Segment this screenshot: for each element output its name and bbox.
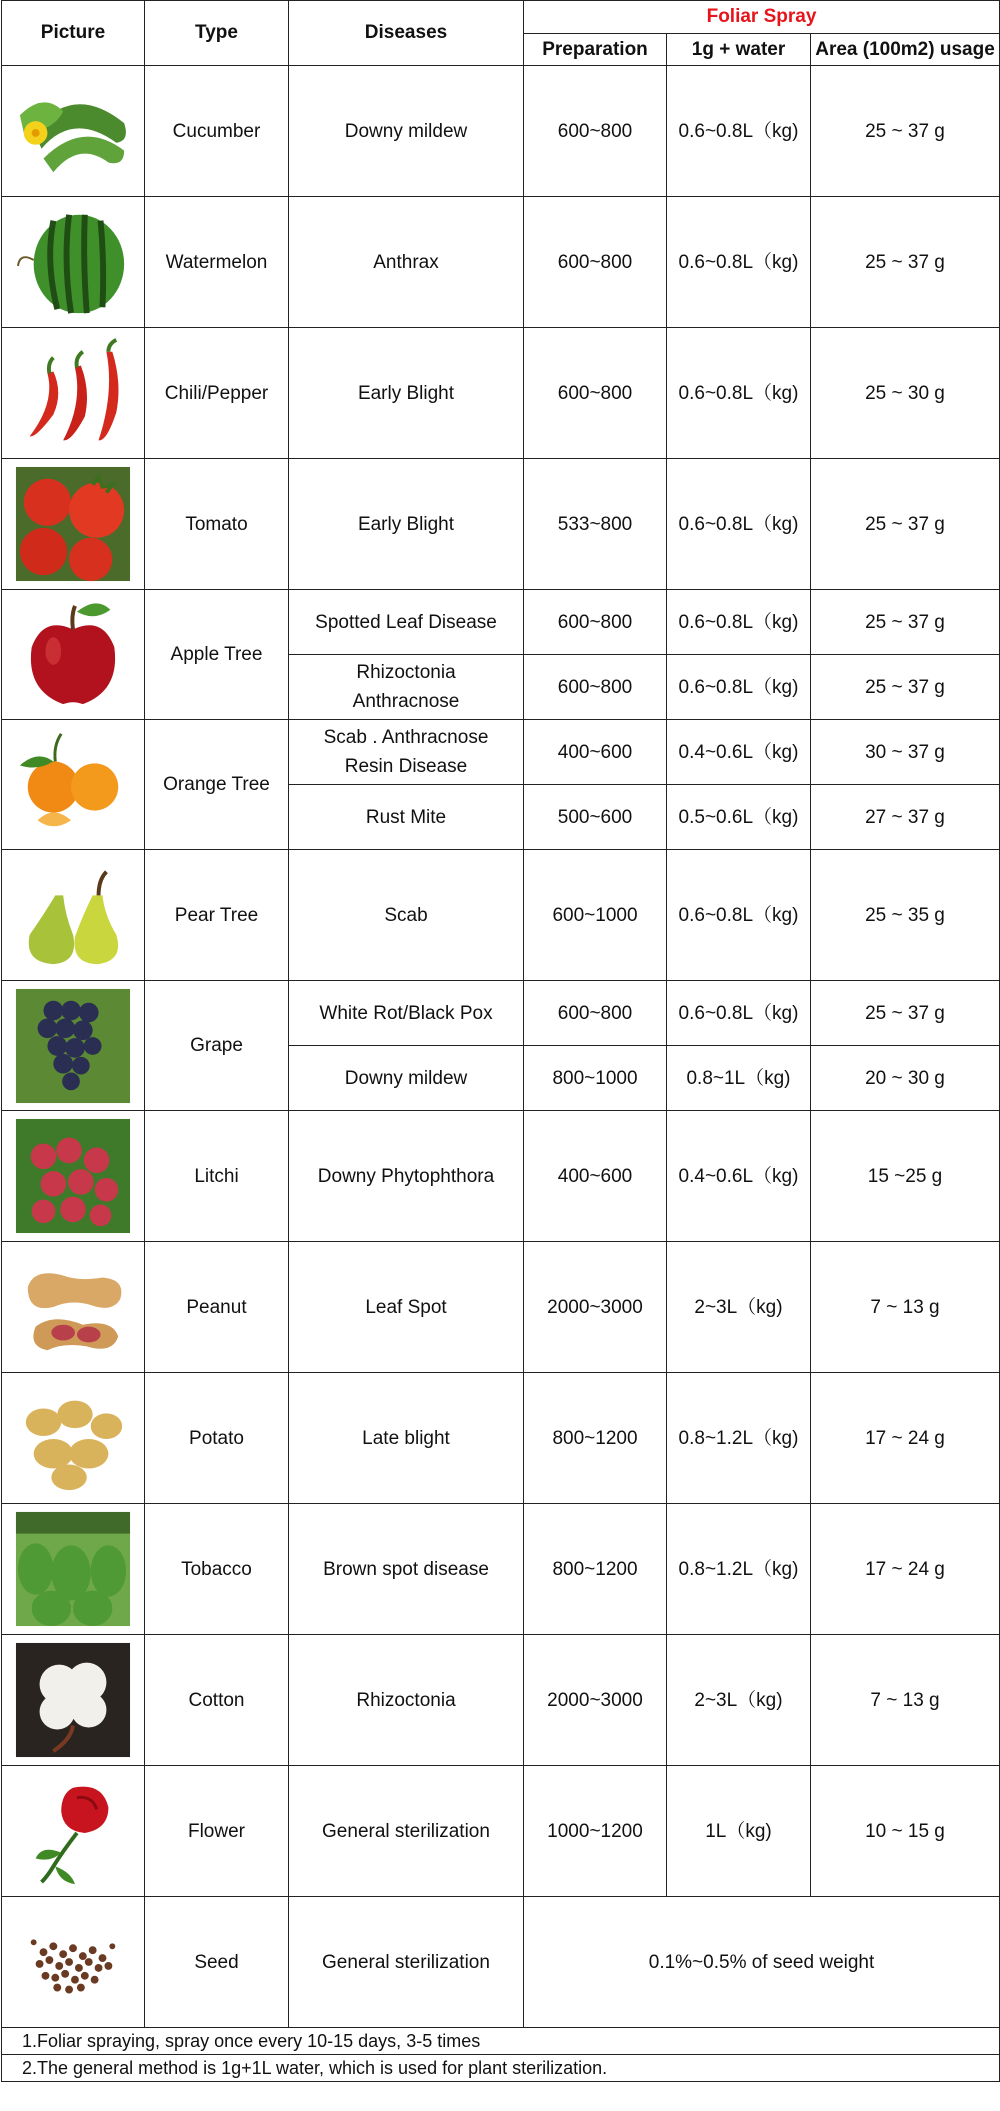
potato-icon	[14, 1379, 132, 1497]
preparation-cell: 2000~3000	[524, 1635, 667, 1766]
header-preparation: Preparation	[524, 34, 667, 66]
flower-icon	[14, 1772, 132, 1890]
disease-cell: Rust Mite	[289, 785, 524, 850]
disease-cell: Rhizoctonia Anthracnose	[289, 655, 524, 720]
water-cell: 0.6~0.8L（kg)	[667, 850, 811, 981]
table-row	[2, 720, 1000, 785]
area-cell: 7 ~ 13 g	[811, 1635, 1000, 1766]
disease-cell: General sterilization	[289, 1766, 524, 1897]
area-cell: 25 ~ 37 g	[811, 590, 1000, 655]
disease-cell: Scab . Anthracnose Resin Disease	[289, 720, 524, 785]
preparation-cell: 800~1200	[524, 1373, 667, 1504]
water-cell: 2~3L（kg)	[667, 1242, 811, 1373]
area-cell: 25 ~ 37 g	[811, 655, 1000, 720]
preparation-cell: 600~800	[524, 981, 667, 1046]
preparation-cell: 500~600	[524, 785, 667, 850]
table-row	[2, 1635, 1000, 1766]
table-row	[2, 1504, 1000, 1635]
table-row	[2, 1111, 1000, 1242]
seed-usage-cell: 0.1%~0.5% of seed weight	[524, 1897, 1000, 2028]
area-cell: 17 ~ 24 g	[811, 1504, 1000, 1635]
table-row	[2, 1373, 1000, 1504]
preparation-cell: 600~800	[524, 328, 667, 459]
area-cell: 25 ~ 37 g	[811, 66, 1000, 197]
table-row	[2, 66, 1000, 197]
type-cell: Orange Tree	[145, 720, 289, 850]
area-cell: 25 ~ 35 g	[811, 850, 1000, 981]
water-cell: 1L（kg)	[667, 1766, 811, 1897]
disease-cell: Rhizoctonia	[289, 1635, 524, 1766]
type-cell: Chili/Pepper	[145, 328, 289, 459]
type-cell: Tomato	[145, 459, 289, 590]
type-cell: Tobacco	[145, 1504, 289, 1635]
header-area: Area (100m2) usage	[811, 34, 1000, 66]
preparation-cell: 600~1000	[524, 850, 667, 981]
table-row	[2, 328, 1000, 459]
disease-cell: White Rot/Black Pox	[289, 981, 524, 1046]
disease-cell: Leaf Spot	[289, 1242, 524, 1373]
disease-cell: Anthrax	[289, 197, 524, 328]
header-water: 1g + water	[667, 34, 811, 66]
seed-icon	[14, 1903, 132, 2021]
tobacco-icon	[14, 1510, 132, 1628]
tobacco-picture	[2, 1504, 145, 1635]
water-cell: 0.5~0.6L（kg)	[667, 785, 811, 850]
disease-cell: Downy Phytophthora	[289, 1111, 524, 1242]
header-foliar-spray: Foliar Spray	[524, 1, 1000, 34]
preparation-cell: 800~1000	[524, 1046, 667, 1111]
type-cell: Watermelon	[145, 197, 289, 328]
preparation-cell: 800~1200	[524, 1504, 667, 1635]
area-cell: 10 ~ 15 g	[811, 1766, 1000, 1897]
preparation-cell: 2000~3000	[524, 1242, 667, 1373]
type-cell: Potato	[145, 1373, 289, 1504]
area-cell: 17 ~ 24 g	[811, 1373, 1000, 1504]
preparation-cell: 400~600	[524, 1111, 667, 1242]
disease-cell: Early Blight	[289, 459, 524, 590]
watermelon-icon	[14, 203, 132, 321]
disease-cell: Spotted Leaf Disease	[289, 590, 524, 655]
disease-cell: Downy mildew	[289, 66, 524, 197]
type-cell: Pear Tree	[145, 850, 289, 981]
apple-icon	[14, 596, 132, 714]
water-cell: 0.6~0.8L（kg)	[667, 197, 811, 328]
area-cell: 20 ~ 30 g	[811, 1046, 1000, 1111]
table-row	[2, 1766, 1000, 1897]
type-cell: Apple Tree	[145, 590, 289, 720]
table-row	[2, 197, 1000, 328]
litchi-picture	[2, 1111, 145, 1242]
area-cell: 25 ~ 37 g	[811, 459, 1000, 590]
grape-picture	[2, 981, 145, 1111]
area-cell: 25 ~ 37 g	[811, 981, 1000, 1046]
watermelon-picture	[2, 197, 145, 328]
peanut-picture	[2, 1242, 145, 1373]
preparation-cell: 600~800	[524, 655, 667, 720]
header-type: Type	[145, 1, 289, 66]
header-picture: Picture	[2, 1, 145, 66]
apple-picture	[2, 590, 145, 720]
water-cell: 0.6~0.8L（kg)	[667, 66, 811, 197]
water-cell: 0.4~0.6L（kg)	[667, 720, 811, 785]
flower-picture	[2, 1766, 145, 1897]
water-cell: 0.6~0.8L（kg)	[667, 655, 811, 720]
cotton-picture	[2, 1635, 145, 1766]
table-row	[2, 1242, 1000, 1373]
type-cell: Flower	[145, 1766, 289, 1897]
grape-icon	[14, 987, 132, 1105]
note-row	[2, 2055, 1000, 2082]
dosage-table	[1, 0, 1000, 2082]
table-row	[2, 850, 1000, 981]
note-1: 1.Foliar spraying, spray once every 10-15 days, 3-5 times	[2, 2028, 1000, 2055]
orange-icon	[14, 726, 132, 844]
type-cell: Litchi	[145, 1111, 289, 1242]
type-cell: Grape	[145, 981, 289, 1111]
seed-picture	[2, 1897, 145, 2028]
area-cell: 15 ~25 g	[811, 1111, 1000, 1242]
cucumber-picture	[2, 66, 145, 197]
preparation-cell: 400~600	[524, 720, 667, 785]
preparation-cell: 600~800	[524, 197, 667, 328]
table-row	[2, 981, 1000, 1046]
type-cell: Cotton	[145, 1635, 289, 1766]
disease-cell: Brown spot disease	[289, 1504, 524, 1635]
area-cell: 25 ~ 37 g	[811, 197, 1000, 328]
disease-cell: Late blight	[289, 1373, 524, 1504]
water-cell: 0.6~0.8L（kg)	[667, 459, 811, 590]
pear-picture	[2, 850, 145, 981]
water-cell: 0.4~0.6L（kg)	[667, 1111, 811, 1242]
disease-cell: Scab	[289, 850, 524, 981]
type-cell: Seed	[145, 1897, 289, 2028]
type-cell: Cucumber	[145, 66, 289, 197]
cotton-icon	[14, 1641, 132, 1759]
cucumber-icon	[14, 72, 132, 190]
table-row	[2, 1897, 1000, 2028]
area-cell: 25 ~ 30 g	[811, 328, 1000, 459]
tomato-icon	[14, 465, 132, 583]
area-cell: 7 ~ 13 g	[811, 1242, 1000, 1373]
pear-icon	[14, 856, 132, 974]
preparation-cell: 600~800	[524, 590, 667, 655]
preparation-cell: 533~800	[524, 459, 667, 590]
header-diseases: Diseases	[289, 1, 524, 66]
area-cell: 27 ~ 37 g	[811, 785, 1000, 850]
chili-icon	[14, 334, 132, 452]
water-cell: 0.6~0.8L（kg)	[667, 328, 811, 459]
preparation-cell: 1000~1200	[524, 1766, 667, 1897]
water-cell: 2~3L（kg)	[667, 1635, 811, 1766]
peanut-icon	[14, 1248, 132, 1366]
note-2: 2.The general method is 1g+1L water, which is used for plant sterilization.	[2, 2055, 1000, 2082]
water-cell: 0.8~1L（kg)	[667, 1046, 811, 1111]
water-cell: 0.6~0.8L（kg)	[667, 981, 811, 1046]
type-cell: Peanut	[145, 1242, 289, 1373]
water-cell: 0.8~1.2L（kg)	[667, 1373, 811, 1504]
tomato-picture	[2, 459, 145, 590]
area-cell: 30 ~ 37 g	[811, 720, 1000, 785]
disease-cell: Early Blight	[289, 328, 524, 459]
chili-picture	[2, 328, 145, 459]
disease-cell: Downy mildew	[289, 1046, 524, 1111]
litchi-icon	[14, 1117, 132, 1235]
preparation-cell: 600~800	[524, 66, 667, 197]
orange-picture	[2, 720, 145, 850]
note-row	[2, 2028, 1000, 2055]
disease-cell: General sterilization	[289, 1897, 524, 2028]
water-cell: 0.8~1.2L（kg)	[667, 1504, 811, 1635]
table-row	[2, 459, 1000, 590]
potato-picture	[2, 1373, 145, 1504]
water-cell: 0.6~0.8L（kg)	[667, 590, 811, 655]
table-row	[2, 590, 1000, 655]
